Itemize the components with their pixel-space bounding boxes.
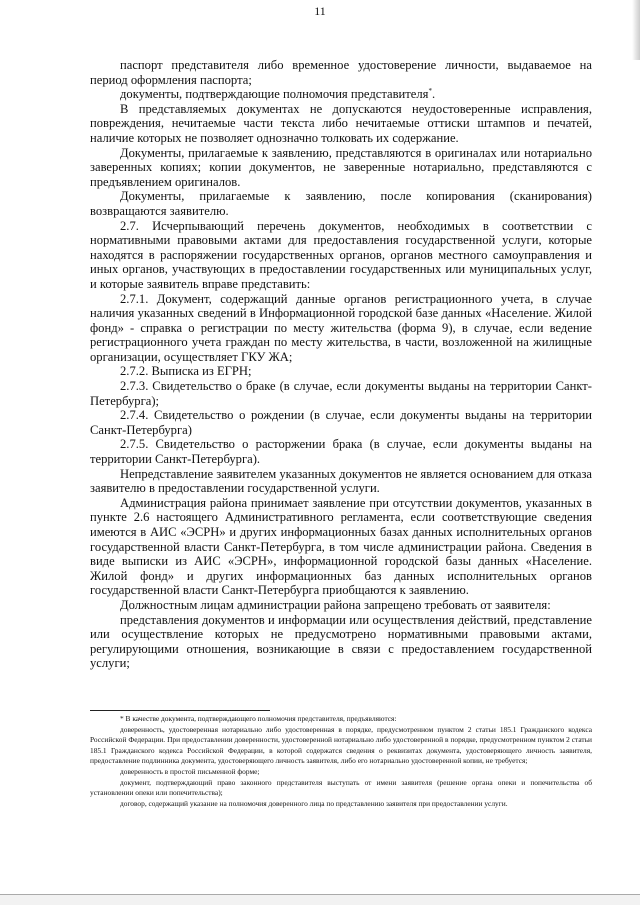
paragraph-12: Непредставление заявителем указанных документов не является основанием для отказа заявителю в предоставлении государственной услуги. xyxy=(90,466,593,496)
footnote-3: доверенность в простой письменной форме; xyxy=(120,766,260,776)
paragraph-1: паспорт представителя либо временное удостоверение личности, выдаваемое на период оформления паспорта; xyxy=(90,58,592,87)
paragraph-7: 2.7.1. Документ, содержащий данные органов регистрационного учета, в случае наличия указанных сведений в Информационной городской базе данных «Население. Жилой фонд» - справка о регистрации по месту жительства (форма 9), в случае, если ведение регистрационного учета граждан по месту жительства, в части, возложенной на жилищные организации, осуществляет ГКУ ЖА; xyxy=(90,291,592,364)
paragraph-8: 2.7.2. Выписка из ЕГРН; xyxy=(120,364,252,379)
paragraph-3: В представляемых документах не допускаются неудостоверенные исправления, повреждения, нечитаемые части текста либо нечитаемые оттиски штампов и печатей, наличие которых не позволяет однозначно толковать их содержание. xyxy=(90,101,592,145)
paragraph-2-suffix: . xyxy=(431,87,436,102)
paragraph-10: 2.7.4. Свидетельство о рождении (в случае, если документы выданы на территории Санкт-Петербурга) xyxy=(90,408,592,437)
scan-edge-shadow xyxy=(632,0,640,60)
main-text xyxy=(90,58,592,671)
footnote-1: * В качестве документа, подтверждающего полномочия представителя, предъявляются: xyxy=(120,714,397,723)
paragraph-2-text: документы, подтверждающие полномочия представителя xyxy=(120,87,429,102)
paragraph-13: Администрация района принимает заявление при отсутствии документов, указанных в пункте 2.6 настоящего Административного регламента, если соответствующие сведения имеются в АИС «ЭСРН» и других информационных базах данных исполнительных органов государственной власти Санкт-Петербурга, в том числе администрации района. Сведения в виде выписки из АИС «ЭСРН», информационной городской базы данных «Население. Жилой фонд» и других информационных баз данных исполнительных органов государственной власти Санкт-Петербурга приобщаются к заявлению. xyxy=(90,495,592,598)
footnote-5: договор, содержащий указание на полномочия доверенного лица по представлению заявителя при предоставлении услуги. xyxy=(120,798,508,808)
footnote-2: доверенность, удостоверенная нотариально либо удостоверенная в порядке, предусмотренном пунктом 2 статьи 185.1 Гражданского кодекса Российской Федерации. При предоставлении доверенности, удостоверенной нотариально либо удостоверенной в порядке, предусмотренном пунктом 2 статьи 185.1 Гражданского кодекса Российской Федерации, в которой содержатся сведения о реквизитах документа, удостоверяющего личность заявителя, предоставление подлинника документа, удостоверяющего личность заявителя, либо его нотариально удостоверенной копии, не требуется; xyxy=(90,724,592,766)
paragraph-15: представления документов и информации или осуществления действий, представление или осуществление которых не предусмотрено нормативными правовыми актами, регулирующими отношения, возникающие в связи с предоставлением государственной услуги; xyxy=(90,612,592,671)
footnote-4: документ, подтверждающий право законного представителя выступать от имени заявителя (решение органа опеки и попечительства об установлении опеки или попечительства); xyxy=(90,777,592,798)
paragraph-5: Документы, прилагаемые к заявлению, после копирования (сканирования) возвращаются заявителю. xyxy=(90,189,592,218)
paragraph-2 xyxy=(90,87,592,102)
footnotes xyxy=(90,714,592,809)
paragraph-11: 2.7.5. Свидетельство о расторжении брака (в случае, если документы выданы на территории Санкт-Петербурга). xyxy=(90,437,592,467)
paragraph-6: 2.7. Исчерпывающий перечень документов, необходимых в соответствии с нормативными правовыми актами для предоставления государственной услуги, которые находятся в распоряжении государственных органов, органов местного самоуправления и иных органов, участвующих в предоставлении государственных или муниципальных услуг, и которые заявитель вправе представить: xyxy=(90,218,592,291)
paragraph-14: Должностным лицам администрации района запрещено требовать от заявителя: xyxy=(120,597,551,612)
footnote-marker: * xyxy=(428,87,432,95)
scan-bottom-edge xyxy=(0,894,640,905)
paragraph-4: Документы, прилагаемые к заявлению, представляются в оригиналах или нотариально заверенных копиях; копии документов, не заверенные нотариально, представляются с предъявлением оригиналов. xyxy=(90,145,592,189)
footnote-separator xyxy=(90,710,270,711)
page-number: 11 xyxy=(314,4,326,18)
paragraph-9: 2.7.3. Свидетельство о браке (в случае, если документы выданы на территории Санкт-Петербурга); xyxy=(90,379,592,408)
